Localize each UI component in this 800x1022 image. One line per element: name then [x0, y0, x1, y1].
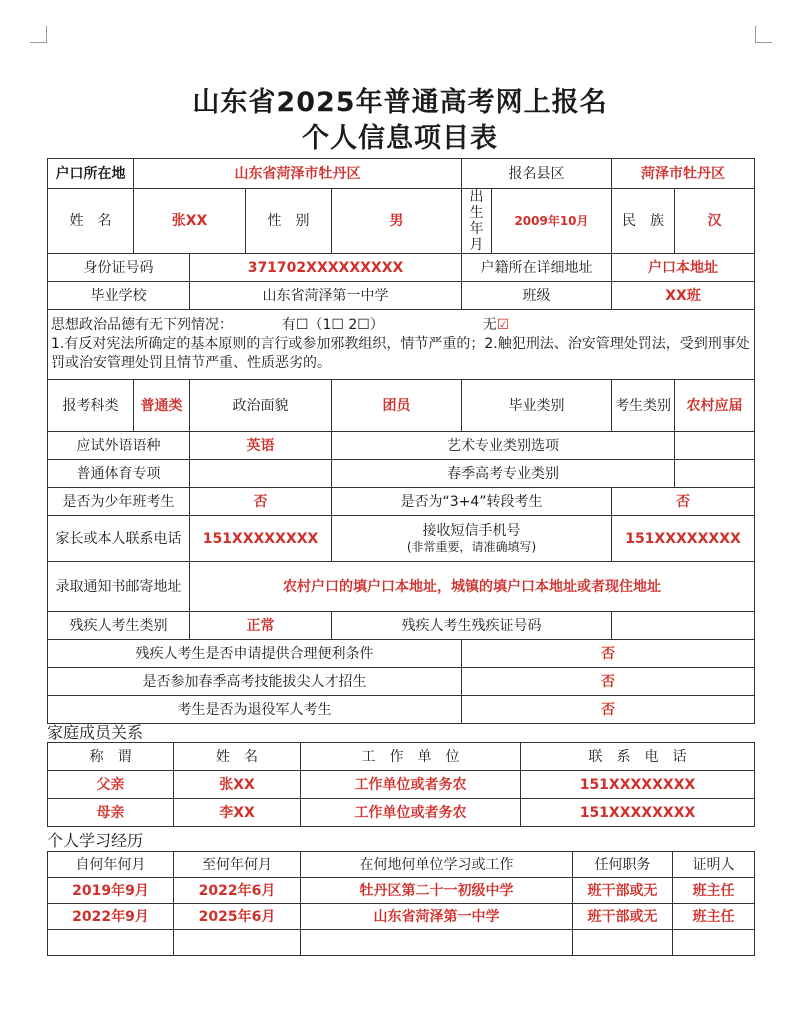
family-cell: 工作单位或者务农 [301, 771, 521, 799]
table-row [48, 771, 755, 799]
value-school: 山东省菏泽第一中学 [190, 282, 462, 310]
value-id: 371702XXXXXXXXX [190, 254, 462, 282]
family-cell: 张XX [174, 771, 301, 799]
value-ethnic: 汉 [675, 189, 755, 254]
study-cell: 2022年9月 [48, 904, 174, 930]
value-talent: 否 [462, 668, 755, 696]
label-politic: 政治面貌 [190, 380, 332, 432]
label-ethnic: 民 族 [612, 189, 675, 254]
study-cell: 2025年6月 [174, 904, 301, 930]
value-subject: 普通类 [134, 380, 190, 432]
label-residence: 户口所在地 [48, 159, 134, 189]
label-birth: 出生年月 [462, 189, 492, 254]
study-cell: 2022年6月 [174, 878, 301, 904]
label-veteran: 考生是否为退役军人考生 [48, 696, 462, 724]
political-question: 思想政治品德有无下列情况： [51, 317, 233, 333]
label-grad: 毕业类别 [462, 380, 612, 432]
label-phone: 家长或本人联系电话 [48, 516, 190, 562]
family-header: 称 谓 [48, 743, 174, 771]
value-county: 菏泽市牡丹区 [612, 159, 755, 189]
label-type: 考生类别 [612, 380, 675, 432]
value-sms: 151XXXXXXXX [612, 516, 755, 562]
checkbox-checked-icon: ☑ [496, 317, 510, 333]
study-cell [301, 930, 573, 956]
study-cell [48, 930, 174, 956]
study-header: 在何地何单位学习或工作 [301, 852, 573, 878]
study-cell: 班干部或无 [573, 878, 673, 904]
label-mail: 录取通知书邮寄地址 [48, 562, 190, 612]
family-cell: 父亲 [48, 771, 174, 799]
label-youth: 是否为少年班考生 [48, 488, 190, 516]
label-language: 应试外语语种 [48, 432, 190, 460]
study-cell [673, 930, 755, 956]
corner-mark-right [755, 26, 772, 43]
value-politic: 团员 [332, 380, 462, 432]
label-accommodation: 残疾人考生是否申请提供合理便利条件 [48, 640, 462, 668]
value-residence: 山东省菏泽市牡丹区 [134, 159, 462, 189]
label-class: 班级 [462, 282, 612, 310]
value-accommodation: 否 [462, 640, 755, 668]
value-art [675, 432, 755, 460]
political-option-yes: 有☐（1☐ 2☐） [281, 317, 384, 333]
sms-label-cell [332, 516, 612, 562]
value-pe [190, 460, 332, 488]
table-row [48, 799, 755, 827]
table-row [48, 904, 755, 930]
label-talent: 是否参加春季高考技能拔尖人才招生 [48, 668, 462, 696]
study-cell: 牡丹区第二十一初级中学 [301, 878, 573, 904]
corner-mark-left [30, 26, 47, 43]
label-name: 姓 名 [48, 189, 134, 254]
label-sms-note: (非常重要，请准确填写) [406, 539, 537, 554]
section-family: 家庭成员关系 [47, 723, 144, 742]
study-header: 任何职务 [573, 852, 673, 878]
label-id: 身份证号码 [48, 254, 190, 282]
family-header: 工 作 单 位 [301, 743, 521, 771]
value-spring [675, 460, 755, 488]
section-study: 个人学习经历 [47, 831, 144, 850]
value-gender: 男 [332, 189, 462, 254]
study-cell: 班主任 [673, 878, 755, 904]
family-table [47, 742, 755, 827]
label-34: 是否为“3+4”转段考生 [332, 488, 612, 516]
study-cell [573, 930, 673, 956]
study-cell: 2019年9月 [48, 878, 174, 904]
study-table [47, 851, 755, 956]
label-county: 报名县区 [462, 159, 612, 189]
study-cell: 山东省菏泽第一中学 [301, 904, 573, 930]
label-gender: 性 别 [246, 189, 332, 254]
study-header: 证明人 [673, 852, 755, 878]
label-art: 艺术专业类别选项 [332, 432, 675, 460]
study-cell: 班干部或无 [573, 904, 673, 930]
table-row [48, 930, 755, 956]
value-phone: 151XXXXXXXX [190, 516, 332, 562]
family-header: 姓 名 [174, 743, 301, 771]
label-school: 毕业学校 [48, 282, 190, 310]
political-option-no: 无 [482, 317, 497, 333]
family-cell: 李XX [174, 799, 301, 827]
family-cell: 151XXXXXXXX [521, 799, 755, 827]
label-spring: 春季高考专业类别 [332, 460, 675, 488]
label-pe: 普通体育专项 [48, 460, 190, 488]
label-address: 户籍所在详细地址 [462, 254, 612, 282]
family-cell: 工作单位或者务农 [301, 799, 521, 827]
value-veteran: 否 [462, 696, 755, 724]
value-type: 农村应届 [675, 380, 755, 432]
label-sms: 接收短信手机号 [422, 522, 521, 539]
label-disability: 残疾人考生类别 [48, 612, 190, 640]
value-class: XX班 [612, 282, 755, 310]
value-youth: 否 [190, 488, 332, 516]
study-header: 至何年何月 [174, 852, 301, 878]
value-mail: 农村户口的填户口本地址，城镇的填户口本地址或者现住地址 [190, 562, 755, 612]
value-birth: 2009年10月 [492, 189, 612, 254]
family-cell: 母亲 [48, 799, 174, 827]
table-row [48, 878, 755, 904]
info-table [47, 158, 755, 724]
page-title: 山东省2025年普通高考网上报名 [192, 87, 608, 118]
political-check [48, 310, 755, 380]
value-address: 户口本地址 [612, 254, 755, 282]
study-header: 自何年何月 [48, 852, 174, 878]
political-note: 1.有反对宪法所确定的基本原则的言行或参加邪教组织，情节严重的；2.触犯刑法、治安管理处罚法，受到刑事处罚或治安管理处罚且情节严重、性质恶劣的。 [51, 336, 750, 371]
value-language: 英语 [190, 432, 332, 460]
value-disability: 正常 [190, 612, 332, 640]
page-subtitle: 个人信息项目表 [302, 123, 498, 154]
value-34: 否 [612, 488, 755, 516]
label-subject: 报考科类 [48, 380, 134, 432]
value-disability-no [612, 612, 755, 640]
value-name: 张XX [134, 189, 246, 254]
study-cell: 班主任 [673, 904, 755, 930]
family-cell: 151XXXXXXXX [521, 771, 755, 799]
label-disability-no: 残疾人考生残疾证号码 [332, 612, 612, 640]
study-cell [174, 930, 301, 956]
family-header: 联 系 电 话 [521, 743, 755, 771]
